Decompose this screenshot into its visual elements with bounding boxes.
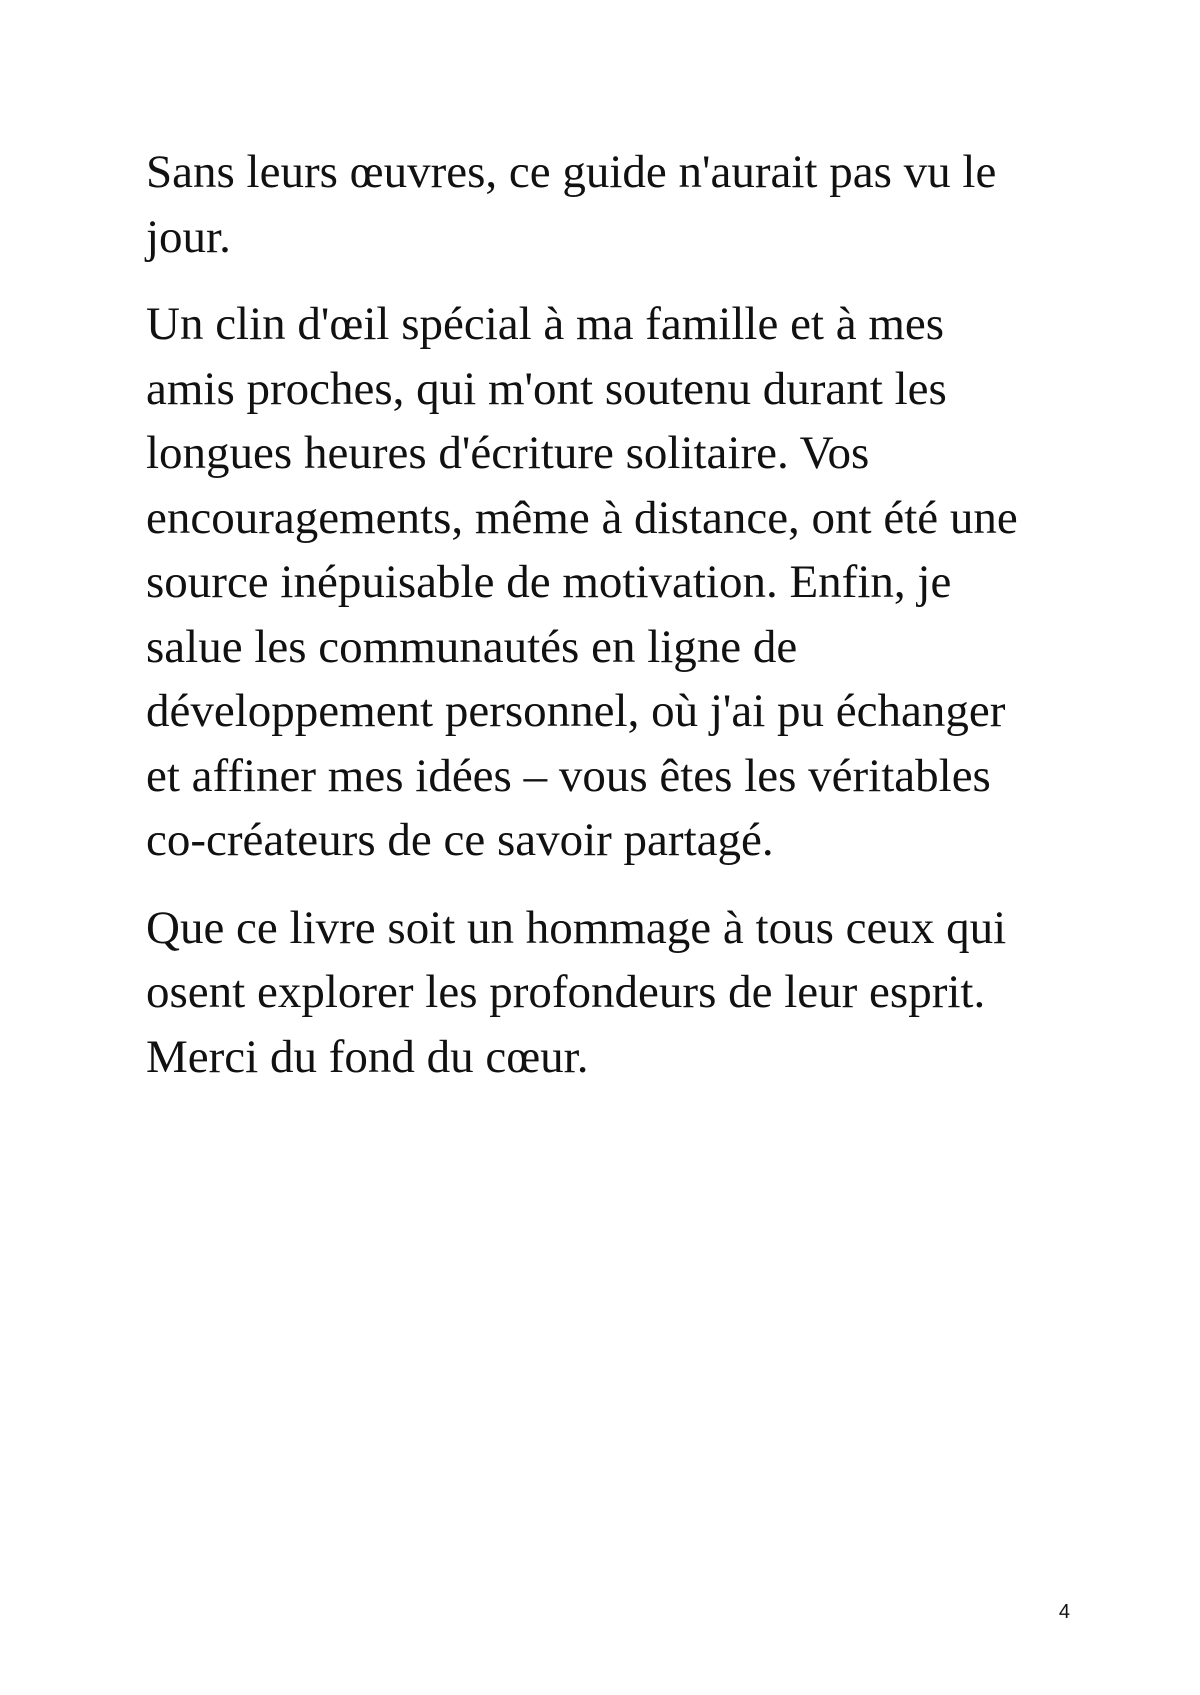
text-line: source inépuisable de motivation. Enfin, je <box>146 556 952 608</box>
text-line: salue les communautés en ligne de <box>146 620 798 673</box>
text-line: osent explorer les profondeurs de leur esprit. <box>146 966 986 1018</box>
text-line: longues heures d'écriture solitaire. Vos <box>146 427 870 479</box>
text-line: co-créateurs de ce savoir partagé. <box>146 814 774 866</box>
paragraph-1 <box>146 140 1076 269</box>
text-line: jour. <box>146 210 231 263</box>
text-line: amis proches, qui m'ont soutenu durant les <box>146 362 947 415</box>
text-line: encouragements, même à distance, ont été une <box>146 491 1018 544</box>
text-line: Un clin d'œil spécial à ma famille et à mes <box>146 298 945 350</box>
body-text <box>146 140 1076 1112</box>
text-line: développement personnel, où j'ai pu échanger <box>146 685 1006 737</box>
page-number: 4 <box>1058 1601 1070 1623</box>
text-line: et affiner mes idées – vous êtes les véritables <box>146 749 991 802</box>
text-line: Que ce livre soit un hommage à tous ceux qui <box>146 901 1007 954</box>
paragraph-3 <box>146 896 1076 1090</box>
text-line: Merci du fond du cœur. <box>146 1030 589 1083</box>
text-line: Sans leurs œuvres, ce guide n'aurait pas vu le <box>146 146 997 198</box>
paragraph-2 <box>146 292 1076 873</box>
